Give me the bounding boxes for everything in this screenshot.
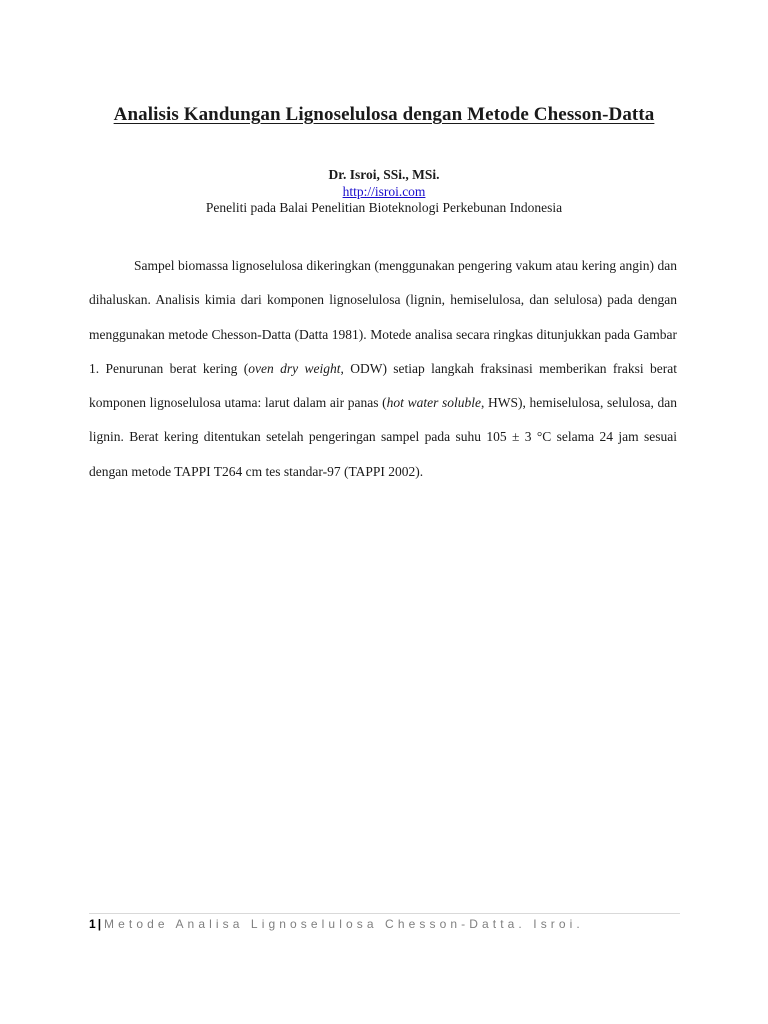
paragraph-italic-hws: hot water soluble [386, 395, 481, 411]
page-number: 1 [89, 917, 96, 931]
footer-separator: | [97, 917, 102, 931]
paragraph-text-2: , ODW) setiap langkah fraksinasi memberikan fraksi berat komponen lignoselulosa utama: larut dalam air panas ( [89, 360, 677, 411]
paragraph-italic-odw: oven dry weight [248, 360, 341, 376]
body-paragraph [89, 249, 677, 489]
page-footer [89, 915, 689, 933]
document-title: Analisis Kandungan Lignoselulosa dengan Metode Chesson-Datta [113, 104, 655, 125]
author-affiliation: Peneliti pada Balai Penelitian Bioteknologi Perkebunan Indonesia [205, 200, 563, 215]
paragraph-text-1: Sampel biomassa lignoselulosa dikeringkan (menggunakan pengering vakum atau kering angin) dan dihaluskan. Analisis kimia dari komponen lignoselulosa (lignin, hemiselulosa, dan selulosa) pada dengan menggunakan metode Chesson-Datta (Datta 1981). Motede analisa secara ringkas ditunjukkan pada Gambar 1. Penurunan berat kering ( [89, 258, 677, 376]
paragraph-text-3: , HWS), hemiselulosa, selulosa, dan lignin. Berat kering ditentukan setelah pengeringan sampel pada suhu 105 ± 3 °C selama 24 jam sesuai dengan metode TAPPI T264 cm tes standar-97 (TAPPI 2002). [89, 395, 678, 479]
author-name: Dr. Isroi, SSi., MSi. [328, 167, 440, 182]
author-block [0, 167, 768, 217]
author-website-link[interactable]: http://isroi.com [342, 183, 426, 199]
footer-text: Metode Analisa Lignoselulosa Chesson-Datta. Isroi. [104, 917, 584, 931]
footer-divider [89, 913, 680, 914]
